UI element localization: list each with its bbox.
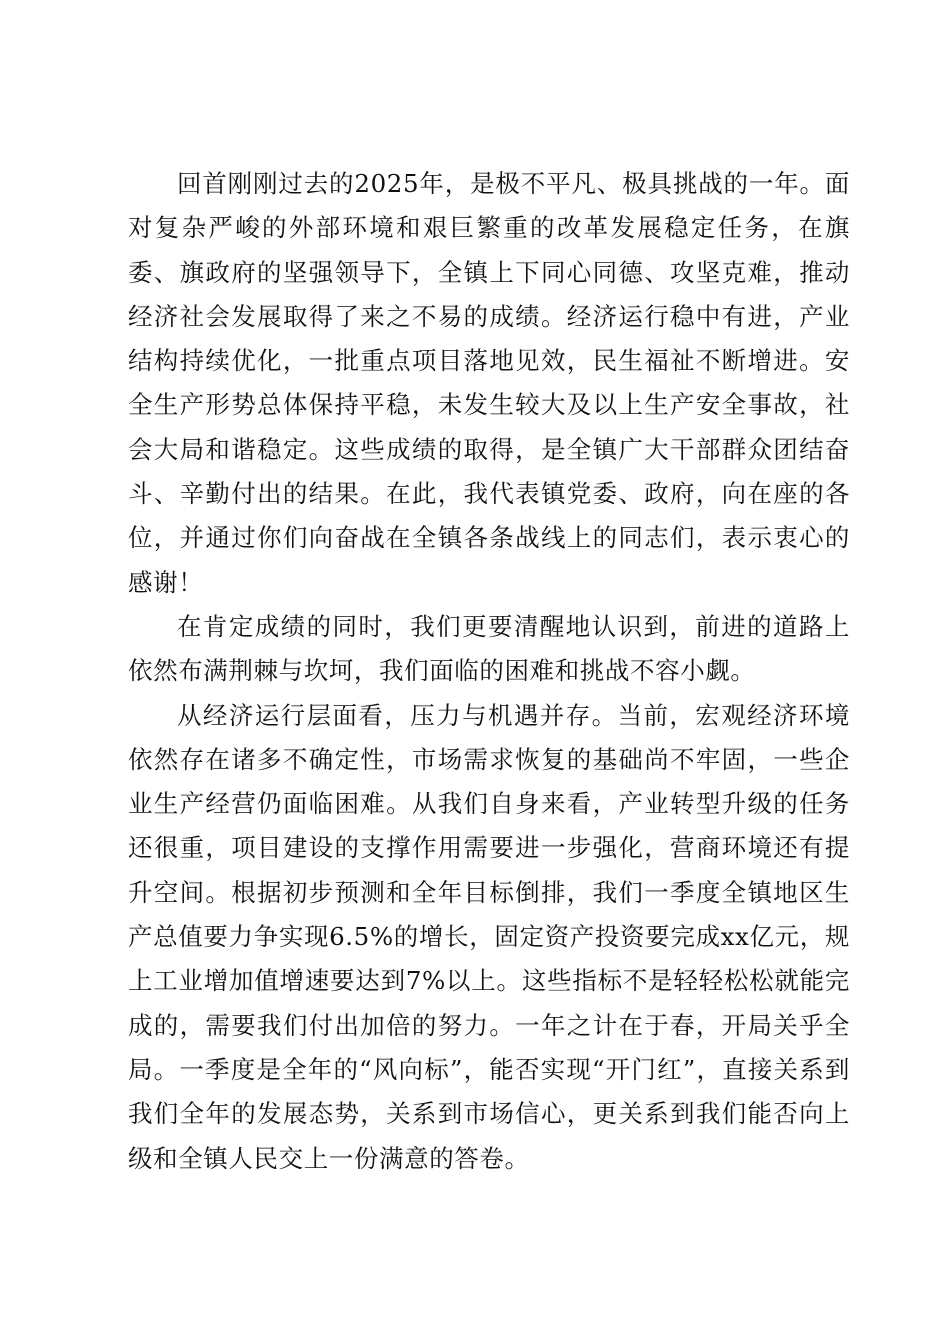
paragraph-1: 回首刚刚过去的2025年，是极不平凡、极具挑战的一年。面对复杂严峻的外部环境和艰巨繁重的改革发展稳定任务，在旗委、旗政府的坚强领导下，全镇上下同心同德、攻坚克难，推动经济社会发展取得了来之不易的成绩。经济运行稳中有进，产业结构持续优化，一批重点项目落地见效，民生福祉不断增进。安全生产形势总体保持平稳，未发生较大及以上生产安全事故，社会大局和谐稳定。这些成绩的取得，是全镇广大干部群众团结奋斗、辛勤付出的结果。在此，我代表镇党委、政府，向在座的各位，并通过你们向奋战在全镇各条战线上的同志们，表示衷心的感谢！ — [128, 169, 850, 597]
paragraph-2: 在肯定成绩的同时，我们更要清醒地认识到，前进的道路上依然布满荆棘与坎坷，我们面临的困难和挑战不容小觑。 — [128, 611, 850, 686]
document-body — [128, 162, 850, 1181]
paragraph-3: 从经济运行层面看，压力与机遇并存。当前，宏观经济环境依然存在诸多不确定性，市场需求恢复的基础尚不牢固，一些企业生产经营仍面临困难。从我们自身来看，产业转型升级的任务还很重，项目建设的支撑作用需要进一步强化，营商环境还有提升空间。根据初步预测和全年目标倒排，我们一季度全镇地区生产总值要力争实现6.5%的增长，固定资产投资要完成xx亿元，规上工业增加值增速要达到7%以上。这些指标不是轻轻松松就能完成的，需要我们付出加倍的努力。一年之计在于春，开局关乎全局。一季度是全年的“风向标”，能否实现“开门红”，直接关系到我们全年的发展态势，关系到市场信心，更关系到我们能否向上级和全镇人民交上一份满意的答卷。 — [128, 700, 850, 1173]
